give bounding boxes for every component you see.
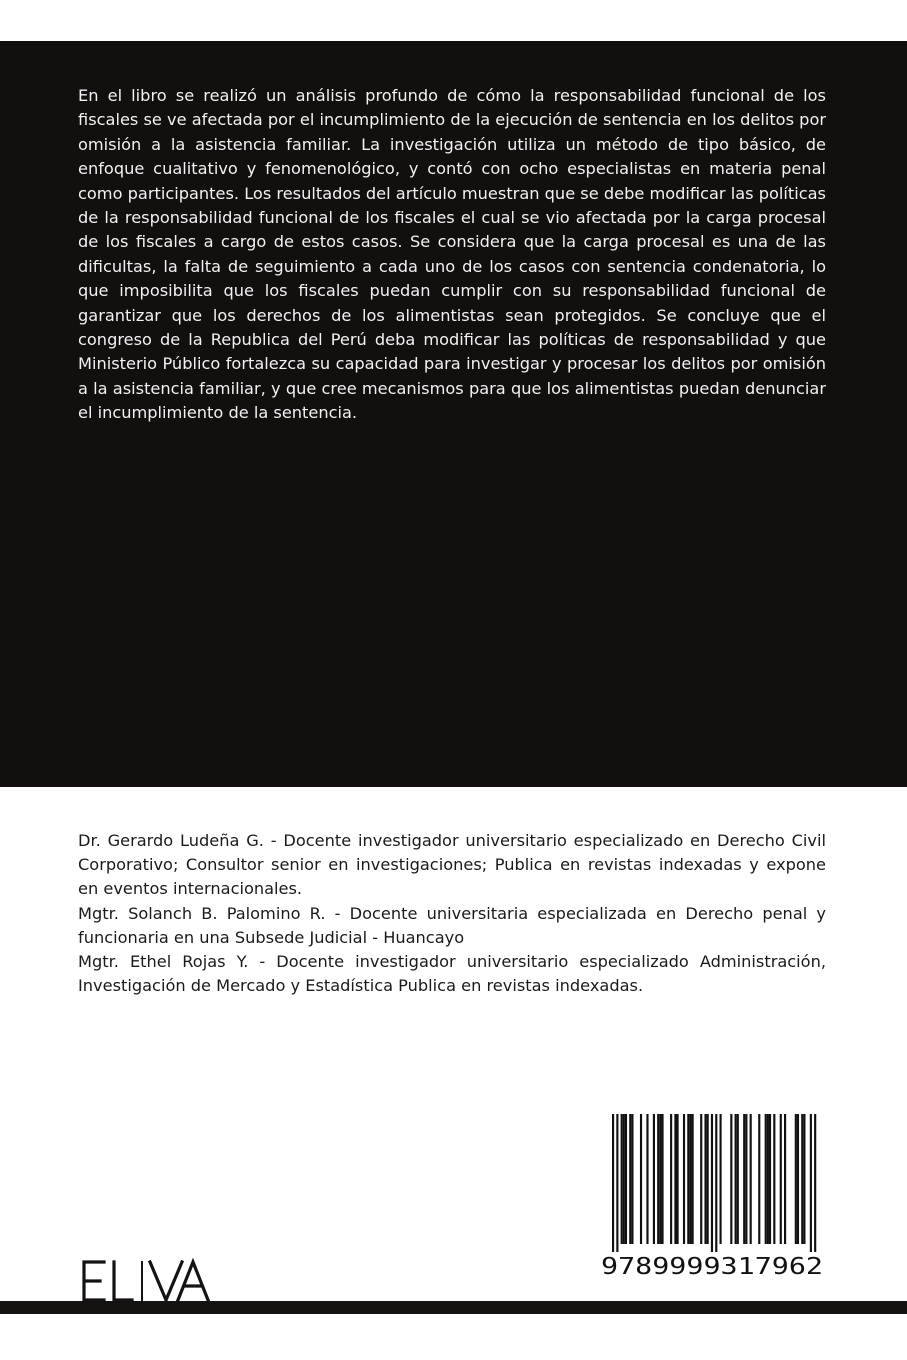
barcode-bar	[674, 1114, 676, 1244]
barcode-number: 9789999317962	[601, 1254, 823, 1280]
barcode-bar	[758, 1114, 760, 1244]
barcode-bar	[769, 1114, 771, 1244]
author-bio-2: Mgtr. Solanch B. Palomino R. - Docente universitaria especializada en Derecho penal y funcionaria en una Subsede Judicial - Huancayo	[78, 903, 826, 947]
barcode-bar	[720, 1114, 722, 1244]
barcode-bar	[730, 1114, 732, 1244]
barcode-bar	[704, 1114, 706, 1244]
barcode-bar	[803, 1114, 805, 1244]
author-bio-3: Mgtr. Ethel Rojas Y. - Docente investigador universitario especializado Administración, Investigación de Mercado y Estadística Publica en revistas indexadas.	[78, 952, 826, 996]
barcode-bar	[661, 1114, 663, 1244]
barcode-bar	[707, 1114, 709, 1244]
abstract-text: En el libro se realizó un análisis profundo de cómo la responsabilidad funcional de los fiscales se ve afectada por el incumplimiento de la ejecución de sentencia en los delitos por omisión a la asistencia familiar. La investigación utiliza un método de tipo básico, de enfoque cualitativo y fenomenológico, y contó con ocho especialistas en materia penal como participantes. Los resultados del artículo muestran que se debe modificar las políticas de la responsabilidad funcional de los fiscales el cual se vio afectada por la carga procesal de los fiscales a cargo de estos casos. Se considera que la carga procesal es una de las dificultas, la falta de seguimiento a cada uno de los casos con sentencia condenatoria, lo que imposibilita que los fiscales puedan cumplir con su responsabilidad funcional de garantizar que los derechos de los alimentistas sean protegidos. Se concluye que el congreso de la Republica del Perú deba modificar las políticas de responsabilidad y que Ministerio Público fortalezca su capacidad para investigar y procesar los delitos por omisión a la asistencia familiar, y que cree mecanismos para que los alimentistas puedan denunciar el incumplimiento de la sentencia.	[78, 86, 826, 423]
barcode-bar	[765, 1114, 767, 1244]
barcode-bar	[640, 1114, 642, 1244]
barcode-bar	[767, 1114, 769, 1244]
barcode-bar	[659, 1114, 661, 1244]
barcode-bar	[801, 1114, 803, 1244]
barcode-bar	[735, 1114, 737, 1244]
barcode-bar	[750, 1114, 752, 1244]
barcode-bar	[737, 1114, 739, 1244]
author-bio-1: Dr. Gerardo Ludeña G. - Docente investigador universitario especializado en Derecho Civil Corporativo; Consultor senior en investigaciones; Publica en revistas indexadas y expone en eventos internacionales.	[78, 831, 826, 899]
barcode-bar	[743, 1114, 745, 1244]
barcode-bar	[689, 1114, 691, 1244]
barcode-bar	[700, 1114, 702, 1244]
barcode-bar	[683, 1114, 685, 1244]
barcode-bar	[687, 1114, 689, 1244]
barcode-bar	[657, 1114, 659, 1244]
barcode-bar	[612, 1114, 614, 1252]
barcode-bar	[780, 1114, 782, 1244]
bottom-bar	[0, 1301, 907, 1314]
barcode-bar	[629, 1114, 631, 1244]
barcode-bar	[784, 1114, 786, 1244]
barcode-bar	[715, 1114, 717, 1252]
top-margin	[0, 0, 907, 41]
barcode-bar	[621, 1114, 623, 1244]
barcode-bar	[795, 1114, 797, 1244]
barcode-bar	[711, 1114, 713, 1252]
barcode-bar	[625, 1114, 627, 1244]
barcode-icon	[598, 1112, 826, 1280]
barcode-bar	[616, 1114, 618, 1252]
barcode-bar	[797, 1114, 799, 1244]
barcode-bar	[773, 1114, 775, 1244]
barcode-bar	[745, 1114, 747, 1244]
barcode-bar	[677, 1114, 679, 1244]
barcode-bar	[653, 1114, 655, 1244]
author-bios	[78, 829, 826, 998]
barcode-bar	[623, 1114, 625, 1244]
barcode-bar	[814, 1114, 816, 1252]
barcode-bar	[670, 1114, 672, 1244]
barcode-bar	[692, 1114, 694, 1244]
barcode-bar	[631, 1114, 633, 1244]
barcode-bar	[646, 1114, 648, 1244]
barcode-bar	[810, 1114, 812, 1252]
